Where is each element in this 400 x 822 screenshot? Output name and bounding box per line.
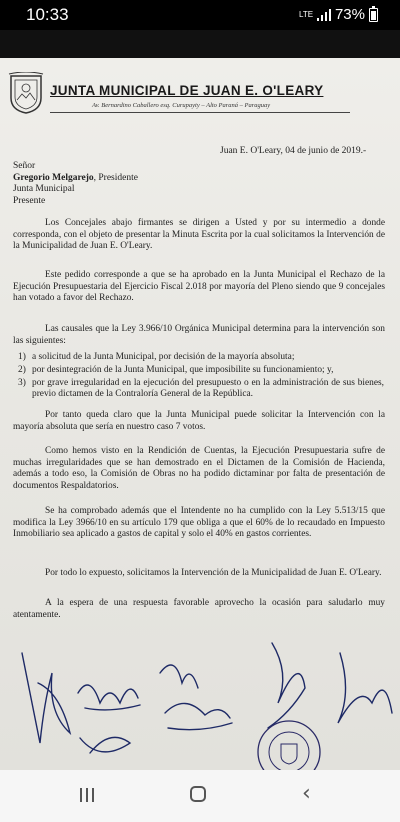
signatures-drawing xyxy=(0,633,400,770)
navigation-bar xyxy=(0,770,400,822)
addressee-role: , Presidente xyxy=(93,172,138,183)
addressee-line xyxy=(13,173,138,185)
home-icon[interactable] xyxy=(190,786,206,802)
date-line: Juan E. O'Leary, 04 de junio de 2019.- xyxy=(220,146,367,156)
paragraph-5-text: Como hemos visto en la Rendición de Cuentas, la Ejecución Presupuestaria sufre de muchas irregularidades que se han demostrado en el Dictamen de la Comisión de Hacienda, además a todo eso, la Comisión de Obras no ha podido dictaminar por falta de presentación de documentos Respaldatorios. xyxy=(13,446,385,491)
document-photo xyxy=(0,58,400,770)
paragraph-7-text: Por todo lo expuesto, solicitamos la Intervención de la Municipalidad de Juan E. O'Leary. xyxy=(45,568,382,578)
signature-1 xyxy=(22,653,70,743)
paragraph-8-text: A la espera de una respuesta favorable aprovecho la ocasión para saludarlo muy atentamente. xyxy=(13,598,385,620)
paragraph-5 xyxy=(13,446,385,492)
recents-icon[interactable] xyxy=(78,786,96,804)
municipal-seal-icon xyxy=(8,72,44,114)
battery-icon xyxy=(369,8,378,22)
signature-5 xyxy=(338,653,392,723)
paragraph-3-text: Las causales que la Ley 3.966/10 Orgánica Municipal determina para la intervención son las siguientes: xyxy=(13,324,385,346)
status-indicators xyxy=(299,6,378,23)
paragraph-4 xyxy=(13,410,385,433)
battery-percent: 73% xyxy=(334,6,365,23)
network-type: LTE xyxy=(298,9,314,19)
paragraph-1-text: Los Concejales abajo firmantes se dirigen a Usted y por su intermedio a donde corresponda, con el objeto de presentar la Minuta Escrita por la cual solicitamos la Intervención de la Municipalidad de Juan E. O'Leary. xyxy=(13,218,385,252)
signature-4 xyxy=(268,643,305,728)
paragraph-2 xyxy=(13,270,385,305)
list-item-number: 2) xyxy=(18,365,26,375)
addressee-body: Junta Municipal xyxy=(13,184,75,194)
list-item xyxy=(18,378,384,401)
signatures-area xyxy=(0,633,400,770)
list-item-text: por desintegración de la Junta Municipal, que imposibilite su funcionamiento; y, xyxy=(32,365,334,375)
letterhead-title: JUNTA MUNICIPAL DE JUAN E. O'LEARY xyxy=(50,83,324,98)
municipal-stamp-icon xyxy=(255,718,323,770)
addressee-block xyxy=(13,161,138,207)
signature-3 xyxy=(160,665,232,730)
paragraph-6 xyxy=(13,506,385,541)
addressee-name: Gregorio Melgarejo xyxy=(13,172,94,183)
paragraph-7 xyxy=(13,568,385,580)
salutation: Señor xyxy=(13,161,36,171)
list-item-number: 1) xyxy=(18,352,26,362)
addressee-presente: Presente xyxy=(13,195,46,206)
paragraph-4-text: Por tanto queda claro que la Junta Municipal puede solicitar la Intervención con la mayoría absoluta que sería en nuestro caso 7 votos. xyxy=(13,410,385,432)
paragraph-1 xyxy=(13,218,385,253)
list-item xyxy=(18,352,384,363)
letterhead-divider xyxy=(50,112,350,113)
paragraph-3 xyxy=(13,324,385,347)
back-icon[interactable]: ‹ xyxy=(302,781,311,806)
signature-6 xyxy=(80,737,130,753)
status-bar xyxy=(0,0,400,30)
paragraph-6-text: Se ha comprobado además que el Intendente no ha cumplido con la Ley 5.513/15 que modifica la Ley 3966/10 en su artículo 179 que obliga a que el 60% de lo recaudado en Impuesto Inmobiliario sea aplicado a gastos de capital y solo el 40% en gastos corrientes. xyxy=(13,506,385,540)
letterhead-address: Av. Bernardino Caballero esq. Curupayty – Alto Paraná – Paraguay xyxy=(92,102,271,109)
paragraph-2-text: Este pedido corresponde a que se ha aprobado en la Junta Municipal el Rechazo de la Ejecución Presupuestaria del Ejercicio Fiscal 2.018 por mayoría del Pleno siendo que 9 concejales han votado a favor del Rechazo. xyxy=(13,270,385,304)
signature-2 xyxy=(78,685,140,710)
status-time: 10:33 xyxy=(26,5,69,24)
paragraph-8 xyxy=(13,598,385,621)
list-item xyxy=(18,365,384,376)
list-item-number: 3) xyxy=(18,378,26,388)
list-item-text: a solicitud de la Junta Municipal, por decisión de la mayoría absoluta; xyxy=(32,352,295,362)
list-item-text: por grave irregularidad en la ejecución del presupuesto o en la administración de sus bienes, previo dictamen de la Contraloría General de la República. xyxy=(32,378,384,400)
signal-icon xyxy=(317,9,331,21)
